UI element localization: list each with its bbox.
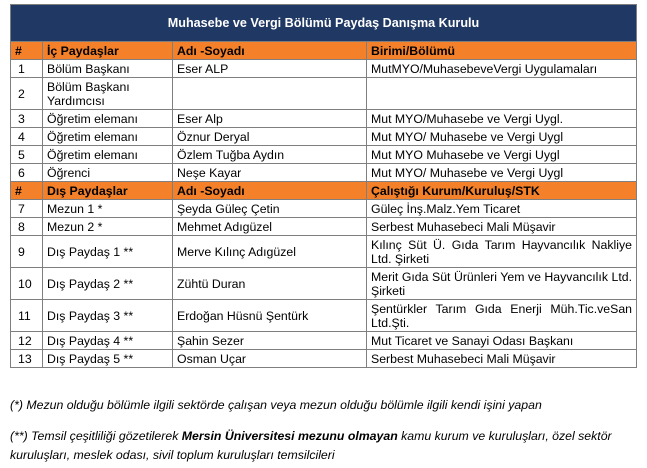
external-header-row — [11, 182, 637, 200]
table-title-row — [11, 5, 637, 42]
row-number: 4 — [11, 128, 43, 146]
row-number: 11 — [11, 300, 43, 332]
header-role: İç Paydaşlar — [43, 42, 173, 60]
footnote-1-text: (*) Mezun olduğu bölümle ilgili sektörde çalışan veya mezun olduğu bölümle ilgili kendi işini yapan — [10, 398, 542, 412]
table-row — [11, 332, 637, 350]
table-row — [11, 146, 637, 164]
row-name: Eser Alp — [173, 110, 367, 128]
row-number: 2 — [11, 78, 43, 110]
row-unit: Kılınç Süt Ü. Gıda Tarım Hayvancılık Nakliye Ltd. Şirketi — [367, 236, 637, 268]
footnote-2-bold: Mersin Üniversitesi mezunu olmayan — [181, 429, 398, 443]
row-name — [173, 78, 367, 110]
row-role: Dış Paydaş 2 ** — [43, 268, 173, 300]
header-unit: Birimi/Bölümü — [367, 42, 637, 60]
row-unit: Serbest Muhasebeci Mali Müşavir — [367, 350, 637, 368]
header-unit: Çalıştığı Kurum/Kuruluş/STK — [367, 182, 637, 200]
row-role: Dış Paydaş 3 ** — [43, 300, 173, 332]
table-row — [11, 268, 637, 300]
row-role: Mezun 2 * — [43, 218, 173, 236]
stakeholder-table — [10, 4, 637, 368]
header-role: Dış Paydaşlar — [43, 182, 173, 200]
table-row — [11, 218, 637, 236]
row-number: 7 — [11, 200, 43, 218]
row-number: 10 — [11, 268, 43, 300]
header-num: # — [11, 182, 43, 200]
row-role: Öğretim elemanı — [43, 146, 173, 164]
internal-header-row — [11, 42, 637, 60]
table-row — [11, 164, 637, 182]
row-name: Öznur Deryal — [173, 128, 367, 146]
row-unit — [367, 78, 637, 110]
table-row — [11, 200, 637, 218]
row-unit: Mut MYO/Muhasebe ve Vergi Uygl. — [367, 110, 637, 128]
row-unit: MutMYO/MuhasebeveVergi Uygulamaları — [367, 60, 637, 78]
row-name: Merve Kılınç Adıgüzel — [173, 236, 367, 268]
row-unit: Mut MYO/ Muhasebe ve Vergi Uygl — [367, 164, 637, 182]
footnote-external — [10, 427, 636, 465]
table-row — [11, 128, 637, 146]
row-name: Osman Uçar — [173, 350, 367, 368]
table-title: Muhasebe ve Vergi Bölümü Paydaş Danışma Kurulu — [11, 5, 637, 42]
table-row — [11, 300, 637, 332]
row-number: 9 — [11, 236, 43, 268]
row-name: Şeyda Güleç Çetin — [173, 200, 367, 218]
row-number: 12 — [11, 332, 43, 350]
row-name: Şahin Sezer — [173, 332, 367, 350]
row-name: Eser ALP — [173, 60, 367, 78]
row-role: Dış Paydaş 4 ** — [43, 332, 173, 350]
table-row — [11, 60, 637, 78]
table-row — [11, 236, 637, 268]
row-name: Mehmet Adıgüzel — [173, 218, 367, 236]
table-row — [11, 78, 637, 110]
header-name: Adı -Soyadı — [173, 42, 367, 60]
footnote-2-pre: (**) Temsil çeşitliliği gözetilerek — [10, 429, 182, 443]
row-number: 5 — [11, 146, 43, 164]
row-role: Öğrenci — [43, 164, 173, 182]
row-role: Bölüm Başkanı Yardımcısı — [43, 78, 173, 110]
row-number: 3 — [11, 110, 43, 128]
row-role: Bölüm Başkanı — [43, 60, 173, 78]
row-unit: Merit Gıda Süt Ürünleri Yem ve Hayvancılık Ltd. Şirketi — [367, 268, 637, 300]
row-unit: Şentürkler Tarım Gıda Enerji Müh.Tic.veSan Ltd.Şti. — [367, 300, 637, 332]
table-row — [11, 350, 637, 368]
footnote-graduates — [10, 396, 636, 415]
row-role: Öğretim elemanı — [43, 110, 173, 128]
row-unit: Mut MYO/ Muhasebe ve Vergi Uygl — [367, 128, 637, 146]
row-name: Neşe Kayar — [173, 164, 367, 182]
row-name: Zühtü Duran — [173, 268, 367, 300]
row-number: 6 — [11, 164, 43, 182]
row-role: Dış Paydaş 1 ** — [43, 236, 173, 268]
row-unit: Güleç İnş.Malz.Yem Ticaret — [367, 200, 637, 218]
row-unit: Mut MYO Muhasebe ve Vergi Uygl — [367, 146, 637, 164]
table-row — [11, 110, 637, 128]
header-name: Adı -Soyadı — [173, 182, 367, 200]
header-num: # — [11, 42, 43, 60]
row-unit: Mut Ticaret ve Sanayi Odası Başkanı — [367, 332, 637, 350]
row-name: Erdoğan Hüsnü Şentürk — [173, 300, 367, 332]
row-number: 13 — [11, 350, 43, 368]
row-name: Özlem Tuğba Aydın — [173, 146, 367, 164]
row-role: Öğretim elemanı — [43, 128, 173, 146]
row-role: Dış Paydaş 5 ** — [43, 350, 173, 368]
row-number: 1 — [11, 60, 43, 78]
footnote-2-post: kamu kurum ve kuruluşları, özel sektör kuruluşları, meslek odası, sivil toplum kuruluşları temsilcileri — [10, 429, 612, 462]
row-role: Mezun 1 * — [43, 200, 173, 218]
row-number: 8 — [11, 218, 43, 236]
row-unit: Serbest Muhasebeci Mali Müşavir — [367, 218, 637, 236]
